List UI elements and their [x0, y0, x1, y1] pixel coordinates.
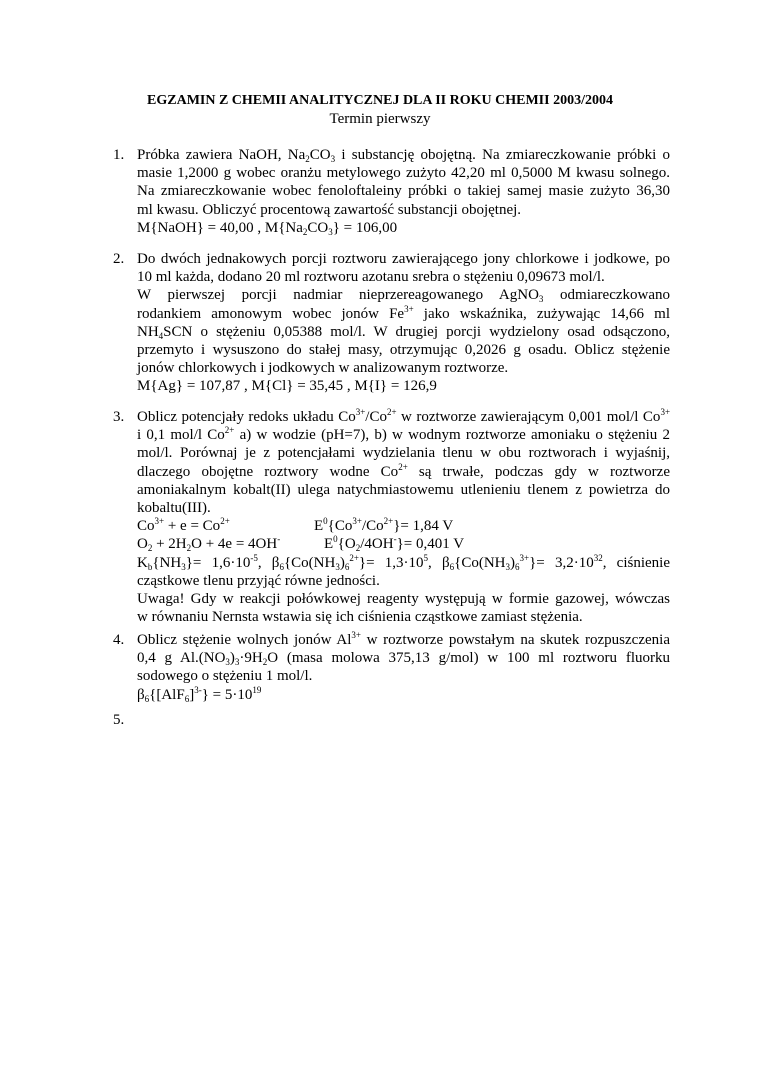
- text-line: mol/l. Porównaj je z potencjałami wydzielania tlenu w obu roztworach i wyjaśnij,: [137, 445, 670, 462]
- text-line: jonów chlorkowych i jodkowych w analizowanym roztworze.: [137, 360, 509, 377]
- text-line: $K_b\{NH_3\}= 1,6\cdot 10^{-5}$, $\beta_6\{Co(NH_3)_6^{2+}\}= 1,3\cdot 10^5$, $\beta_6\{Co(NH_3)_6^{3+}\}= 3,2\cdot 10^{32}$, ciśnienie: [137, 552, 670, 572]
- text-line: Na zmiareczkowanie wobec fenoloftaleiny próbki o takiej samej masie zużyto 36,30: [137, 183, 670, 200]
- standard-potential: $E^0\{Co^{3+}/Co^{2+}\}= 1,84$ V: [314, 516, 454, 535]
- text-line: Próbka zawiera NaOH, $Na_2CO_3$ i substancję obojętną. Na zmiareczkowanie próbki o: [137, 147, 670, 164]
- problem-2: [137, 250, 670, 396]
- problem-3: [137, 408, 670, 626]
- text-line: cząstkowe tlenu przyjąć równe jedności.: [137, 572, 380, 589]
- text-line: przemyto i wysuszono do stałej masy, otrzymując 0,2026 g osadu. Oblicz stężenie: [137, 341, 670, 358]
- text-line: sodowego o stężeniu 1 mol/l.: [137, 668, 313, 685]
- text-line: Oblicz stężenie wolnych jonów $Al^{3+}$ w roztworze powstałym na skutek rozpuszczenia: [137, 630, 670, 648]
- standard-potential: $E^0\{O_2/4OH^-\}= 0,401$ V: [324, 534, 465, 554]
- equation: $Co^{3+} + e = Co^{2+}$: [137, 516, 230, 535]
- text-line: W pierwszej porcji nadmiar nieprzereagowanego AgNO$_3$ odmiareczkowano: [137, 287, 671, 305]
- problem-4: [137, 631, 670, 704]
- text-line: i 0,1 mol/l $Co^{2+}$ a) w wodzie (pH=7), b) w wodnym roztworze amoniaku o stężeniu 2: [137, 425, 671, 444]
- text-line: M{Ag} = 107,87 , M{Cl} = 35,45 , M{I} = 126,9: [137, 378, 437, 395]
- text-line: amoniakalnym kobalt(II) ulega natychmiastowemu utlenieniu tlenem z powietrza do: [137, 481, 670, 498]
- page-title: EGZAMIN Z CHEMII ANALITYCZNEJ DLA II ROKU CHEMII 2003/2004: [147, 93, 613, 108]
- text-line: Do dwóch jednakowych porcji roztworu zawierającego jony chlorkowe i jodkowe, po: [137, 251, 670, 267]
- problem-number: 1.: [113, 147, 125, 163]
- text-line: rodankiem amonowym wobec jonów $Fe^{3+}$ jako wskaźnika, zużywając 14,66 ml: [137, 303, 670, 322]
- text-line: $\beta_6\{[AlF_6]^{3-}\} = 5\cdot 10^{19}$: [137, 684, 262, 704]
- problem-number: 3.: [113, 409, 125, 425]
- text-line: 0,4 g $Al.(NO_3)_3\cdot 9H_2O$ (masa molowa 375,13 g/mol) w 100 ml roztworu fluorku: [137, 650, 670, 668]
- text-line: ml kwasu. Obliczyć procentową zawartość substancji obojętnej.: [137, 201, 522, 218]
- equation-line: [137, 517, 670, 535]
- text-line: Oblicz potencjały redoks układu $Co^{3+}/Co^{2+}$ w roztworze zawierającym 0,001 mol/l $Co^{3+}$: [137, 407, 671, 425]
- problem-number: 2.: [113, 251, 125, 267]
- text-line: w równaniu Nernsta wstawia się ich ciśnienia cząstkowe zamiast stężenia.: [137, 609, 583, 626]
- problem-number: 4.: [113, 632, 125, 648]
- problem-1: [137, 146, 670, 237]
- text-line: dlaczego obojętne roztwory wodne $Co^{2+}$ są trwałe, podczas gdy w roztworze: [137, 461, 670, 480]
- equation: $O_2 + 2H_2O + 4e = 4OH^-$: [137, 534, 281, 554]
- text-line: Uwaga! Gdy w reakcji połówkowej reagenty występują w formie gazowej, wówczas: [137, 590, 670, 607]
- text-line: $NH_4SCN$ o stężeniu 0,05388 mol/l. W drugiej porcji wydzielony osad odsączono,: [137, 323, 670, 341]
- text-line: 10 ml każda, dodano 20 ml roztworu azotanu srebra o stężeniu 0,09673 mol/l.: [137, 269, 605, 286]
- text-line: M{NaOH} = 40,00 , $M\{Na_2CO_3\} = 106,00$: [137, 219, 398, 237]
- text-line: kobaltu(III).: [137, 499, 211, 516]
- text-line: masie 1,2000 g wobec oranżu metylowego zużyto 42,20 ml 0,5000 M kwasu solnego.: [137, 165, 670, 182]
- problem-number: 5.: [113, 712, 125, 728]
- equation-line: [137, 535, 670, 553]
- page-subtitle: Termin pierwszy: [329, 111, 431, 127]
